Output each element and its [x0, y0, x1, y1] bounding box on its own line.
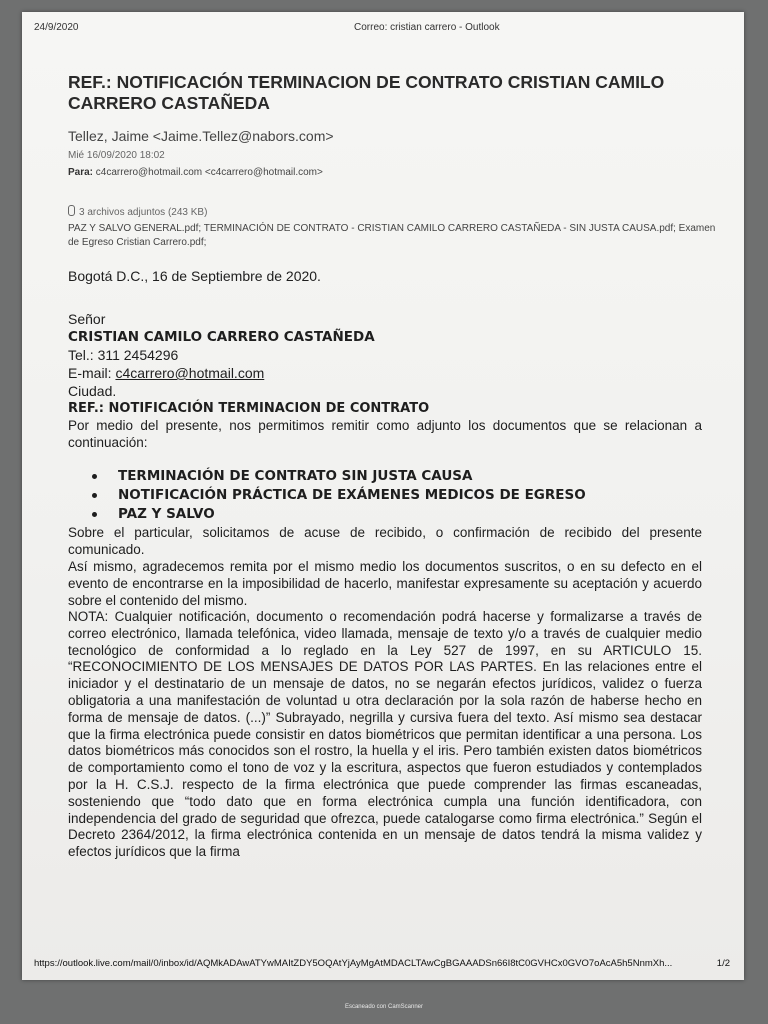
letter-date: Bogotá D.C., 16 de Septiembre de 2020.: [68, 268, 321, 284]
recipient-city: Ciudad.: [68, 383, 117, 399]
letter-intro: Por medio del presente, nos permitimos remitir como adjunto los documentos que se relacionan a continuación:: [68, 418, 702, 450]
recipient-block: [68, 310, 702, 400]
list-item: NOTIFICACIÓN PRÁCTICA DE EXÁMENES MEDICOS DE EGRESO: [68, 486, 702, 505]
legal-note: NOTA: Cualquier notificación, documento o recomendación podrá hacerse y formalizarse a través de correo electrónico, llamada telefónica, video llamada, mensaje de texto y/o a través de cualquier medio tecnológico de conformidad a lo reglado en la Ley 527 de 1997, en su ARTICULO 15. “RECONOCIMIENTO DE LOS MENSAJES DE DATOS POR LAS PARTES. En las relaciones entre el iniciador y el destinatario de un mensaje de datos, no se negarán efectos jurídicos, validez o fuerza obligatoria a una manifestación de voluntad u otra declaración por la sola razón de haberse hecho en forma de mensaje de datos. (...)” Subrayado, negrilla y cursiva fuera del texto. Así mismo sea destacar que la firma electrónica puede consistir en datos biométricos que permitan identificar a una persona. Los datos biométricos más conocidos son el rostro, la huella y el iris. Pero también existen datos biométricos de comportamiento como el tono de voz y la escritura, aspectos que fueron estudiados y contemplados por la H. C.S.J. respecto de la firma electrónica que puede comprender las firmas escaneadas, sosteniendo que “todo dato que en forma electrónica cumpla una función identificadora, con independencia del grado de seguridad que ofrezca, puede catalogarse como firma electrónica.” Según el Decreto 2364/2012, la firma electrónica contenida en un mensaje de datos tendrá la misma validez y efectos jurídicos que la firma: [68, 609, 702, 860]
documents-list: [68, 467, 702, 524]
page-number: 1/2: [716, 958, 730, 969]
scanner-watermark: Escaneado con CamScanner: [344, 1004, 424, 1010]
recipient-name: CRISTIAN CAMILO CARRERO CASTAÑEDA: [68, 329, 375, 345]
attachments-count: 3 archivos adjuntos (243 KB): [79, 207, 208, 218]
email-subject: REF.: NOTIFICACIÓN TERMINACION DE CONTRATO CRISTIAN CAMILO CARRERO CASTAÑEDA: [68, 72, 665, 113]
email-sender: Tellez, Jaime <Jaime.Tellez@nabors.com>: [68, 128, 334, 144]
email-datetime: Mié 16/09/2020 18:02: [68, 150, 165, 161]
letter-ref: REF.: NOTIFICACIÓN TERMINACION DE CONTRATO: [68, 401, 430, 416]
email-recipients: [68, 167, 323, 178]
recipient-tel: Tel.: 311 2454296: [68, 347, 179, 363]
attachments-summary: [68, 205, 207, 218]
letter-body: [68, 268, 702, 861]
recipient-email: c4carrero@hotmail.com: [115, 365, 265, 381]
list-item: PAZ Y SALVO: [68, 505, 702, 524]
paragraph-acceptance: Así mismo, agradecemos remita por el mismo medio los documentos suscritos, o en su defecto en el evento de encontrarse en la imposibilidad de hacerlo, manifestar expresamente su aceptación y acuerdo sobre el contenido del mismo.: [68, 559, 702, 608]
paperclip-icon: [68, 205, 75, 216]
to-value: c4carrero@hotmail.com <c4carrero@hotmail.com>: [95, 167, 323, 178]
attachments-list: PAZ Y SALVO GENERAL.pdf; TERMINACIÓN DE CONTRATO - CRISTIAN CAMILO CARRERO CASTAÑEDA - SIN JUSTA CAUSA.pdf; Examen de Egreso Cristian Carrero.pdf;: [68, 223, 716, 248]
print-title: Correo: cristian carrero - Outlook: [354, 22, 500, 33]
print-url: https://outlook.live.com/mail/0/inbox/id/AQMkADAwATYwMAItZDY5OQAtYjAyMgAtMDACLTAwCgBGAAADSn66I8tC0GVHCx0GVO7oAcA5h5NnmXh...: [34, 958, 673, 969]
email-label: E-mail:: [68, 365, 116, 381]
paragraph-receipt: Sobre el particular, solicitamos de acuse de recibido, o confirmación de recibido del presente comunicado.: [68, 525, 702, 557]
salutation: Señor: [68, 311, 106, 327]
list-item: TERMINACIÓN DE CONTRATO SIN JUSTA CAUSA: [68, 467, 702, 486]
printed-email-page: [22, 12, 744, 980]
to-label: Para:: [68, 167, 94, 178]
print-date: 24/9/2020: [34, 22, 79, 33]
recipient-email-line: [68, 364, 702, 382]
